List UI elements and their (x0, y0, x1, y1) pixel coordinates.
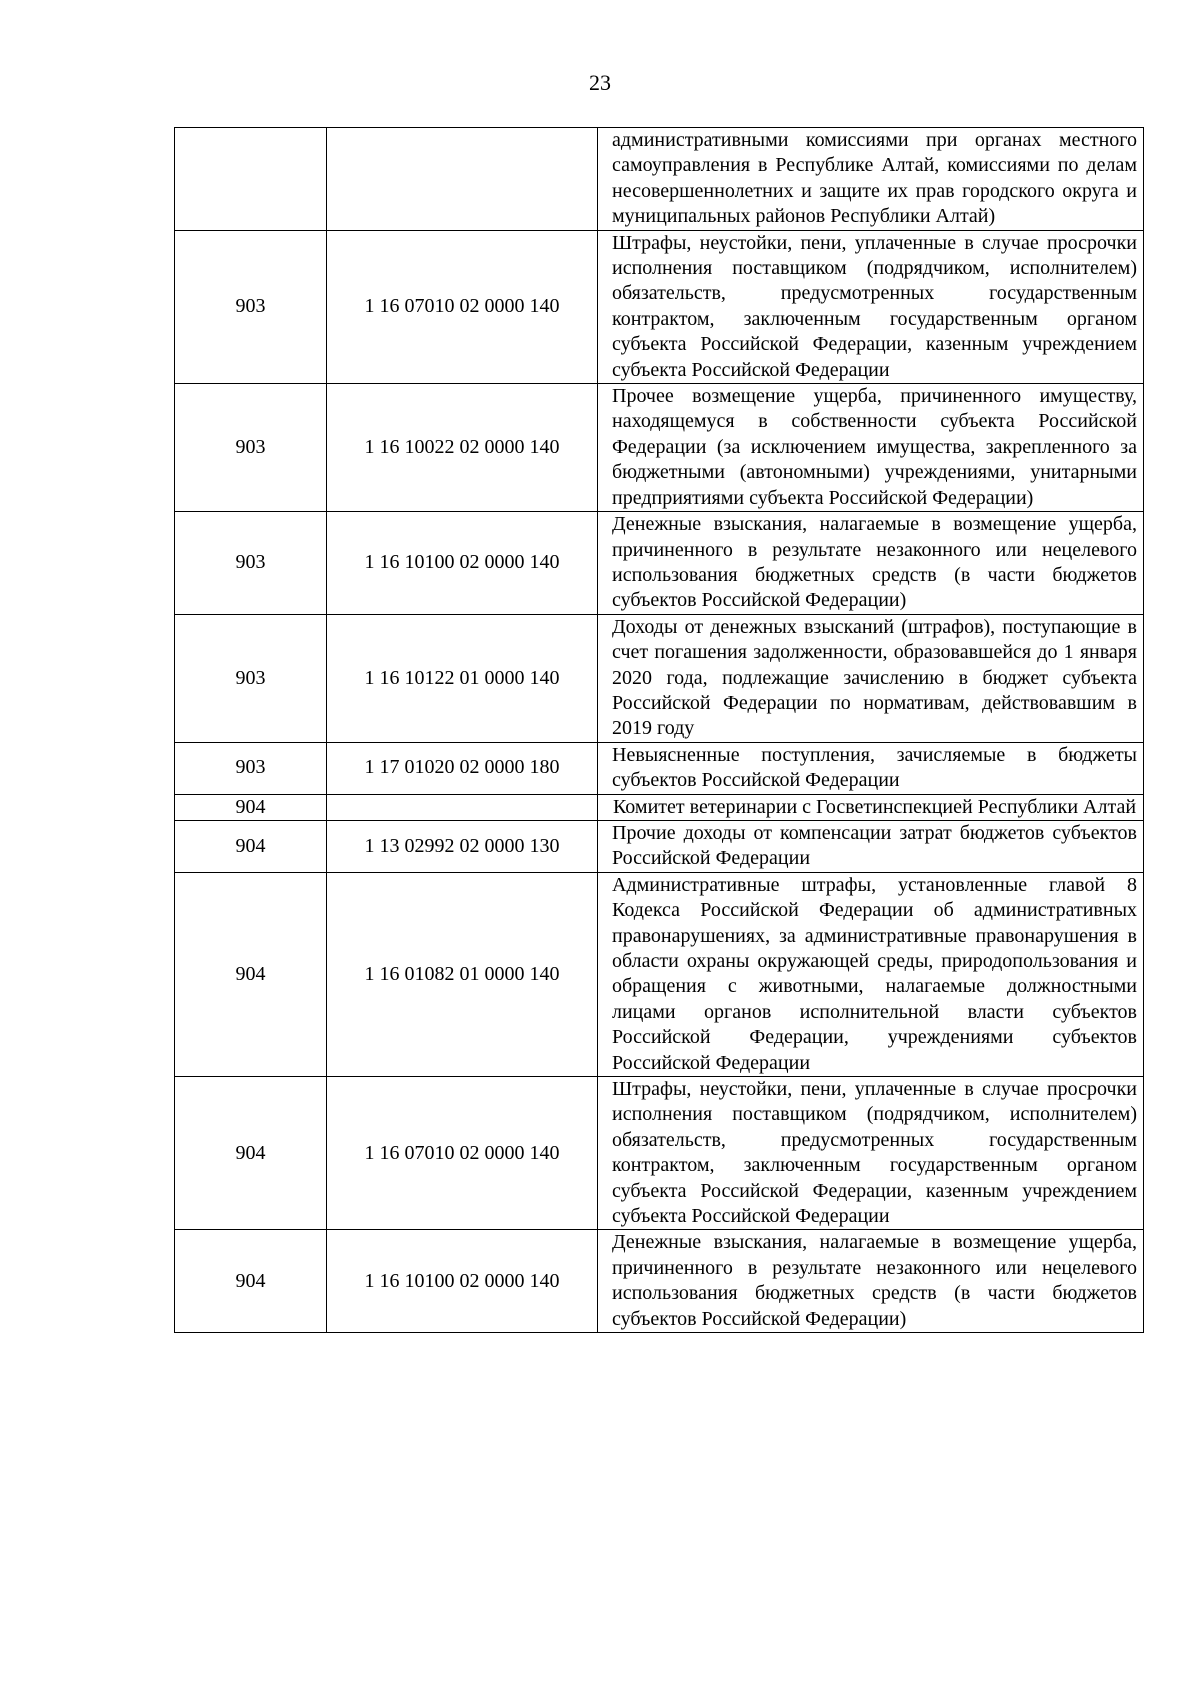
description-cell (598, 794, 1144, 820)
description-cell (598, 230, 1144, 383)
revenue-codes-table (174, 127, 1144, 1333)
revenue-code-cell: 1 13 02992 02 0000 130 (327, 820, 598, 872)
table-row (175, 614, 1144, 742)
revenue-code-cell: 1 17 01020 02 0000 180 (327, 742, 598, 794)
table-row (175, 1077, 1144, 1230)
description-text: Денежные взыскания, налагаемые в возмещение ущерба, причиненного в результате незаконного или нецелевого использования бюджетных средств (в части бюджетов субъектов Российской Федерации) (612, 1231, 1137, 1330)
revenue-code-cell (327, 128, 598, 231)
page-number: 23 (589, 70, 611, 95)
description-cell (598, 742, 1144, 794)
revenue-code-cell: 1 16 10022 02 0000 140 (327, 384, 598, 512)
admin-code-cell: 903 (175, 742, 327, 794)
revenue-code-cell (327, 794, 598, 820)
description-text: Денежные взыскания, налагаемые в возмещение ущерба, причиненного в результате незаконного или нецелевого использования бюджетных средств (в части бюджетов субъектов Российской Федерации) (612, 513, 1137, 612)
table-row (175, 794, 1144, 820)
admin-code-cell: 904 (175, 872, 327, 1076)
table-row (175, 512, 1144, 615)
revenue-code-cell: 1 16 07010 02 0000 140 (327, 230, 598, 383)
description-text: Прочее возмещение ущерба, причиненного имуществу, находящемуся в собственности субъекта Российской Федерации (за исключением имущества, закрепленного за бюджетными (автономными) учреждениями, унитарными предприятиями субъекта Российской Федерации) (612, 385, 1137, 509)
description-text: Невыясненные поступления, зачисляемые в бюджеты субъектов Российской Федерации (612, 743, 1137, 792)
description-cell (598, 1077, 1144, 1230)
admin-code-cell: 904 (175, 1077, 327, 1230)
description-text: Штрафы, неустойки, пени, уплаченные в случае просрочки исполнения поставщиком (подрядчиком, исполнителем) обязательств, предусмотренных государственным контрактом, заключенным государственным органом субъекта Российской Федерации, казенным учреждением субъекта Российской Федерации (612, 231, 1137, 381)
description-cell (598, 1230, 1144, 1333)
revenue-code-cell: 1 16 10122 01 0000 140 (327, 614, 598, 742)
table-row (175, 1230, 1144, 1333)
table-row (175, 230, 1144, 383)
table-row (175, 384, 1144, 512)
description-text: Штрафы, неустойки, пени, уплаченные в случае просрочки исполнения поставщиком (подрядчиком, исполнителем) обязательств, предусмотренных государственным контрактом, заключенным государственным органом субъекта Российской Федерации, казенным учреждением субъекта Российской Федерации (612, 1078, 1137, 1228)
description-cell (598, 614, 1144, 742)
admin-code-cell (175, 128, 327, 231)
table-row (175, 820, 1144, 872)
administrator-heading: Комитет ветеринарии с Госветинспекцией Республики Алтай (612, 795, 1137, 818)
admin-code-cell: 903 (175, 614, 327, 742)
admin-code-cell: 904 (175, 794, 327, 820)
admin-code-cell: 903 (175, 512, 327, 615)
description-cell (598, 872, 1144, 1076)
description-text: Доходы от денежных взысканий (штрафов), поступающие в счет погашения задолженности, образовавшейся до 1 января 2020 года, подлежащие зачислению в бюджет субъекта Российской Федерации по нормативам, действовавшим в 2019 году (612, 615, 1137, 740)
revenue-code-cell: 1 16 10100 02 0000 140 (327, 512, 598, 615)
admin-code-cell: 904 (175, 820, 327, 872)
admin-code-cell: 903 (175, 384, 327, 512)
revenue-code-cell: 1 16 10100 02 0000 140 (327, 1230, 598, 1333)
description-cell (598, 512, 1144, 615)
description-cell (598, 384, 1144, 512)
description-text: административными комиссиями при органах местного самоуправления в Республике Алтай, комиссиями по делам несовершеннолетних и защите их прав городского округа и муниципальных районов Республики Алтай) (612, 129, 1137, 228)
table-row (175, 742, 1144, 794)
table-row (175, 872, 1144, 1076)
description-cell (598, 820, 1144, 872)
admin-code-cell: 903 (175, 230, 327, 383)
description-text: Административные штрафы, установленные главой 8 Кодекса Российской Федерации об административных правонарушениях, за административные правонарушения в области охраны окружающей среды, природопользования и обращения с животными, налагаемые должностными лицами органов исполнительной власти субъектов Российской Федерации, учреждениями субъектов Российской Федерации (612, 873, 1137, 1074)
revenue-code-cell: 1 16 07010 02 0000 140 (327, 1077, 598, 1230)
revenue-code-cell: 1 16 01082 01 0000 140 (327, 872, 598, 1076)
admin-code-cell: 904 (175, 1230, 327, 1333)
description-text: Прочие доходы от компенсации затрат бюджетов субъектов Российской Федерации (612, 821, 1137, 870)
description-cell (598, 128, 1144, 231)
table-row (175, 128, 1144, 231)
